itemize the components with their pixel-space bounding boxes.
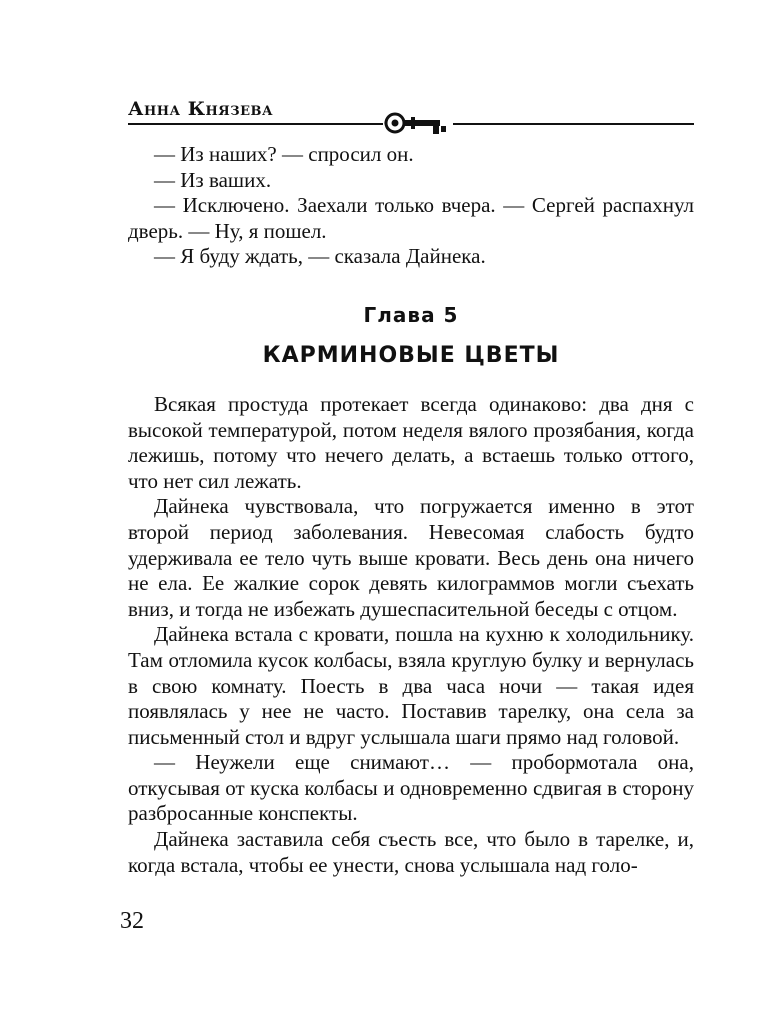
- paragraph: — Неужели еще снимают… — пробормотала она, откусывая от куска колбасы и одновременно сдвигая в сторону разбросанные конспекты.: [128, 750, 694, 826]
- chapter-title: КАРМИНОВЫЕ ЦВЕТЫ: [262, 342, 560, 368]
- paragraph: Дайнека чувствовала, что погружается именно в этот второй период заболевания. Невесомая слабость будто удерживала ее тело чуть выше кровати. Весь день она ничего не ела. Ее жалкие сорок девять килограммов могли съехать вниз, и тогда не избежать душеспасительной беседы с отцом.: [128, 494, 694, 621]
- dialogue-line: — Из ваших.: [154, 167, 272, 192]
- dialogue-line: — Я буду ждать, — сказала Дайнека.: [154, 244, 486, 269]
- author-name: Анна Князева: [128, 98, 274, 120]
- page-body: [128, 142, 694, 878]
- paragraph: Дайнека встала с кровати, пошла на кухню к холодильнику. Там отломила кусок колбасы, взяла круглую булку и вернулась в свою комнату. Поесть в два часа ночи — такая идея появлялась у нее не часто. Поставив тарелку, она села за письменный стол и вдруг услышала шаги прямо над головой.: [128, 622, 694, 749]
- dialogue-line: — Из наших? — спросил он.: [154, 142, 414, 166]
- paragraph: Дайнека заставила себя съесть все, что было в тарелке, и, когда встала, чтобы ее унести, снова услышала над голо-: [128, 827, 694, 877]
- dialogue-line: — Исключено. Заехали только вчера. — Сергей распахнул дверь. — Ну, я пошел.: [128, 193, 694, 243]
- page-number: 32: [120, 908, 144, 934]
- chapter-number: Глава 5: [363, 302, 459, 327]
- running-header: [128, 96, 694, 136]
- paragraph: Всякая простуда протекает всегда одинаково: два дня с высокой температурой, потом неделя вялого прозябания, когда лежишь, потому что нечего делать, а встаешь только оттого, что нет сил лежать.: [128, 391, 694, 493]
- key-icon: [383, 110, 453, 136]
